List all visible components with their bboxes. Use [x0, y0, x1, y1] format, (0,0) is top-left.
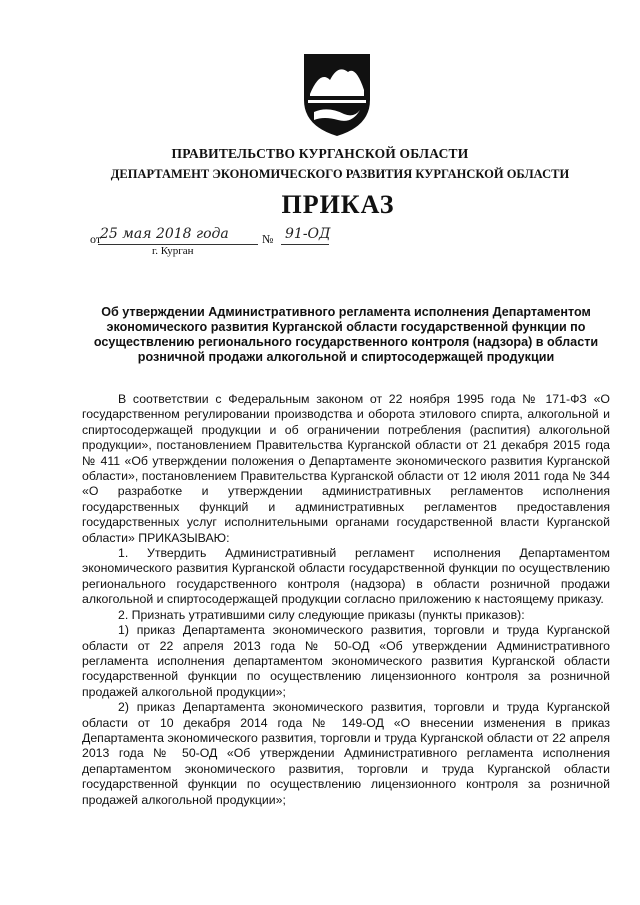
handwritten-date: 25 мая 2018 года	[100, 226, 229, 242]
org-name-department: ДЕПАРТАМЕНТ ЭКОНОМИЧЕСКОГО РАЗВИТИЯ КУРГАНСКОЙ ОБЛАСТИ	[110, 167, 570, 181]
date-prefix: от	[90, 232, 102, 246]
city-label: г. Курган	[152, 245, 194, 257]
paragraph-item-1: 1. Утвердить Административный регламент исполнения Департаментом экономического развития Курганской области государственной функции по осуществлению регионального государственного контроля (надзора) в области розничной продажи алкогольной и спиртосодержащей продукции согласно приложению к настоящему приказу.	[82, 546, 610, 607]
paragraph-subitem-2: 2) приказ Департамента экономического развития, торговли и труда Курганской области от 10 декабря 2014 года № 149-ОД «О внесении изменения в приказ Департамента экономического развития, торговли и труда Курганской области от 22 апреля 2013 года № 50-ОД «Об утверждении Административного регламента исполнения департаментом экономического развития, торговли и труда Курганской области государственной функции по осуществлению лицензионного контроля за розничной продажей алкогольной продукции»;	[82, 700, 610, 807]
paragraph-item-2: 2. Признать утратившими силу следующие приказы (пункты приказов):	[118, 607, 525, 622]
paragraph-subitem-1: 1) приказ Департамента экономического развития, торговли и труда Курганской области от 22 апреля 2013 года № 50-ОД «Об утверждении Административного регламента исполнения департаментом экономического развития Курганской области государственной функции по осуществлению лицензионного контроля за розничной продажей алкогольной продукции»;	[82, 623, 610, 699]
coat-of-arms-emblem	[300, 50, 374, 138]
document-body	[82, 392, 610, 808]
handwritten-number: 91-ОД	[285, 226, 331, 242]
org-name-government: ПРАВИТЕЛЬСТВО КУРГАНСКОЙ ОБЛАСТИ	[171, 146, 469, 161]
paragraph-preamble: В соответствии с Федеральным законом от 22 ноября 1995 года № 171-ФЗ «О государственном регулировании производства и оборота этилового спирта, алкогольной и спиртосодержащей продукции и об ограничении потребления (распития) алкогольной продукции», постановлением Правительства Курганской области от 21 декабря 2015 года № 411 «Об утверждении положения о Департаменте экономического развития Курганской области», постановлением Правительства Курганской области от 12 июля 2011 года № 344 «О разработке и утверждении административных регламентов исполнения государственных функций и административных регламентов предоставления государственных услуг исполнительными органами государственной власти Курганской области» ПРИКАЗЫВАЮ:	[82, 392, 610, 545]
date-number-line	[90, 228, 390, 248]
number-underline	[281, 244, 329, 245]
number-prefix: №	[262, 232, 274, 246]
document-subject: Об утверждении Административного регламента исполнения Департаментом экономического развития Курганской области государственной функции по осуществлению регионального государственного контроля (надзора) в области розничной продажи алкогольной и спиртосодержащей продукции	[93, 305, 599, 364]
document-type-title: ПРИКАЗ	[281, 190, 395, 219]
